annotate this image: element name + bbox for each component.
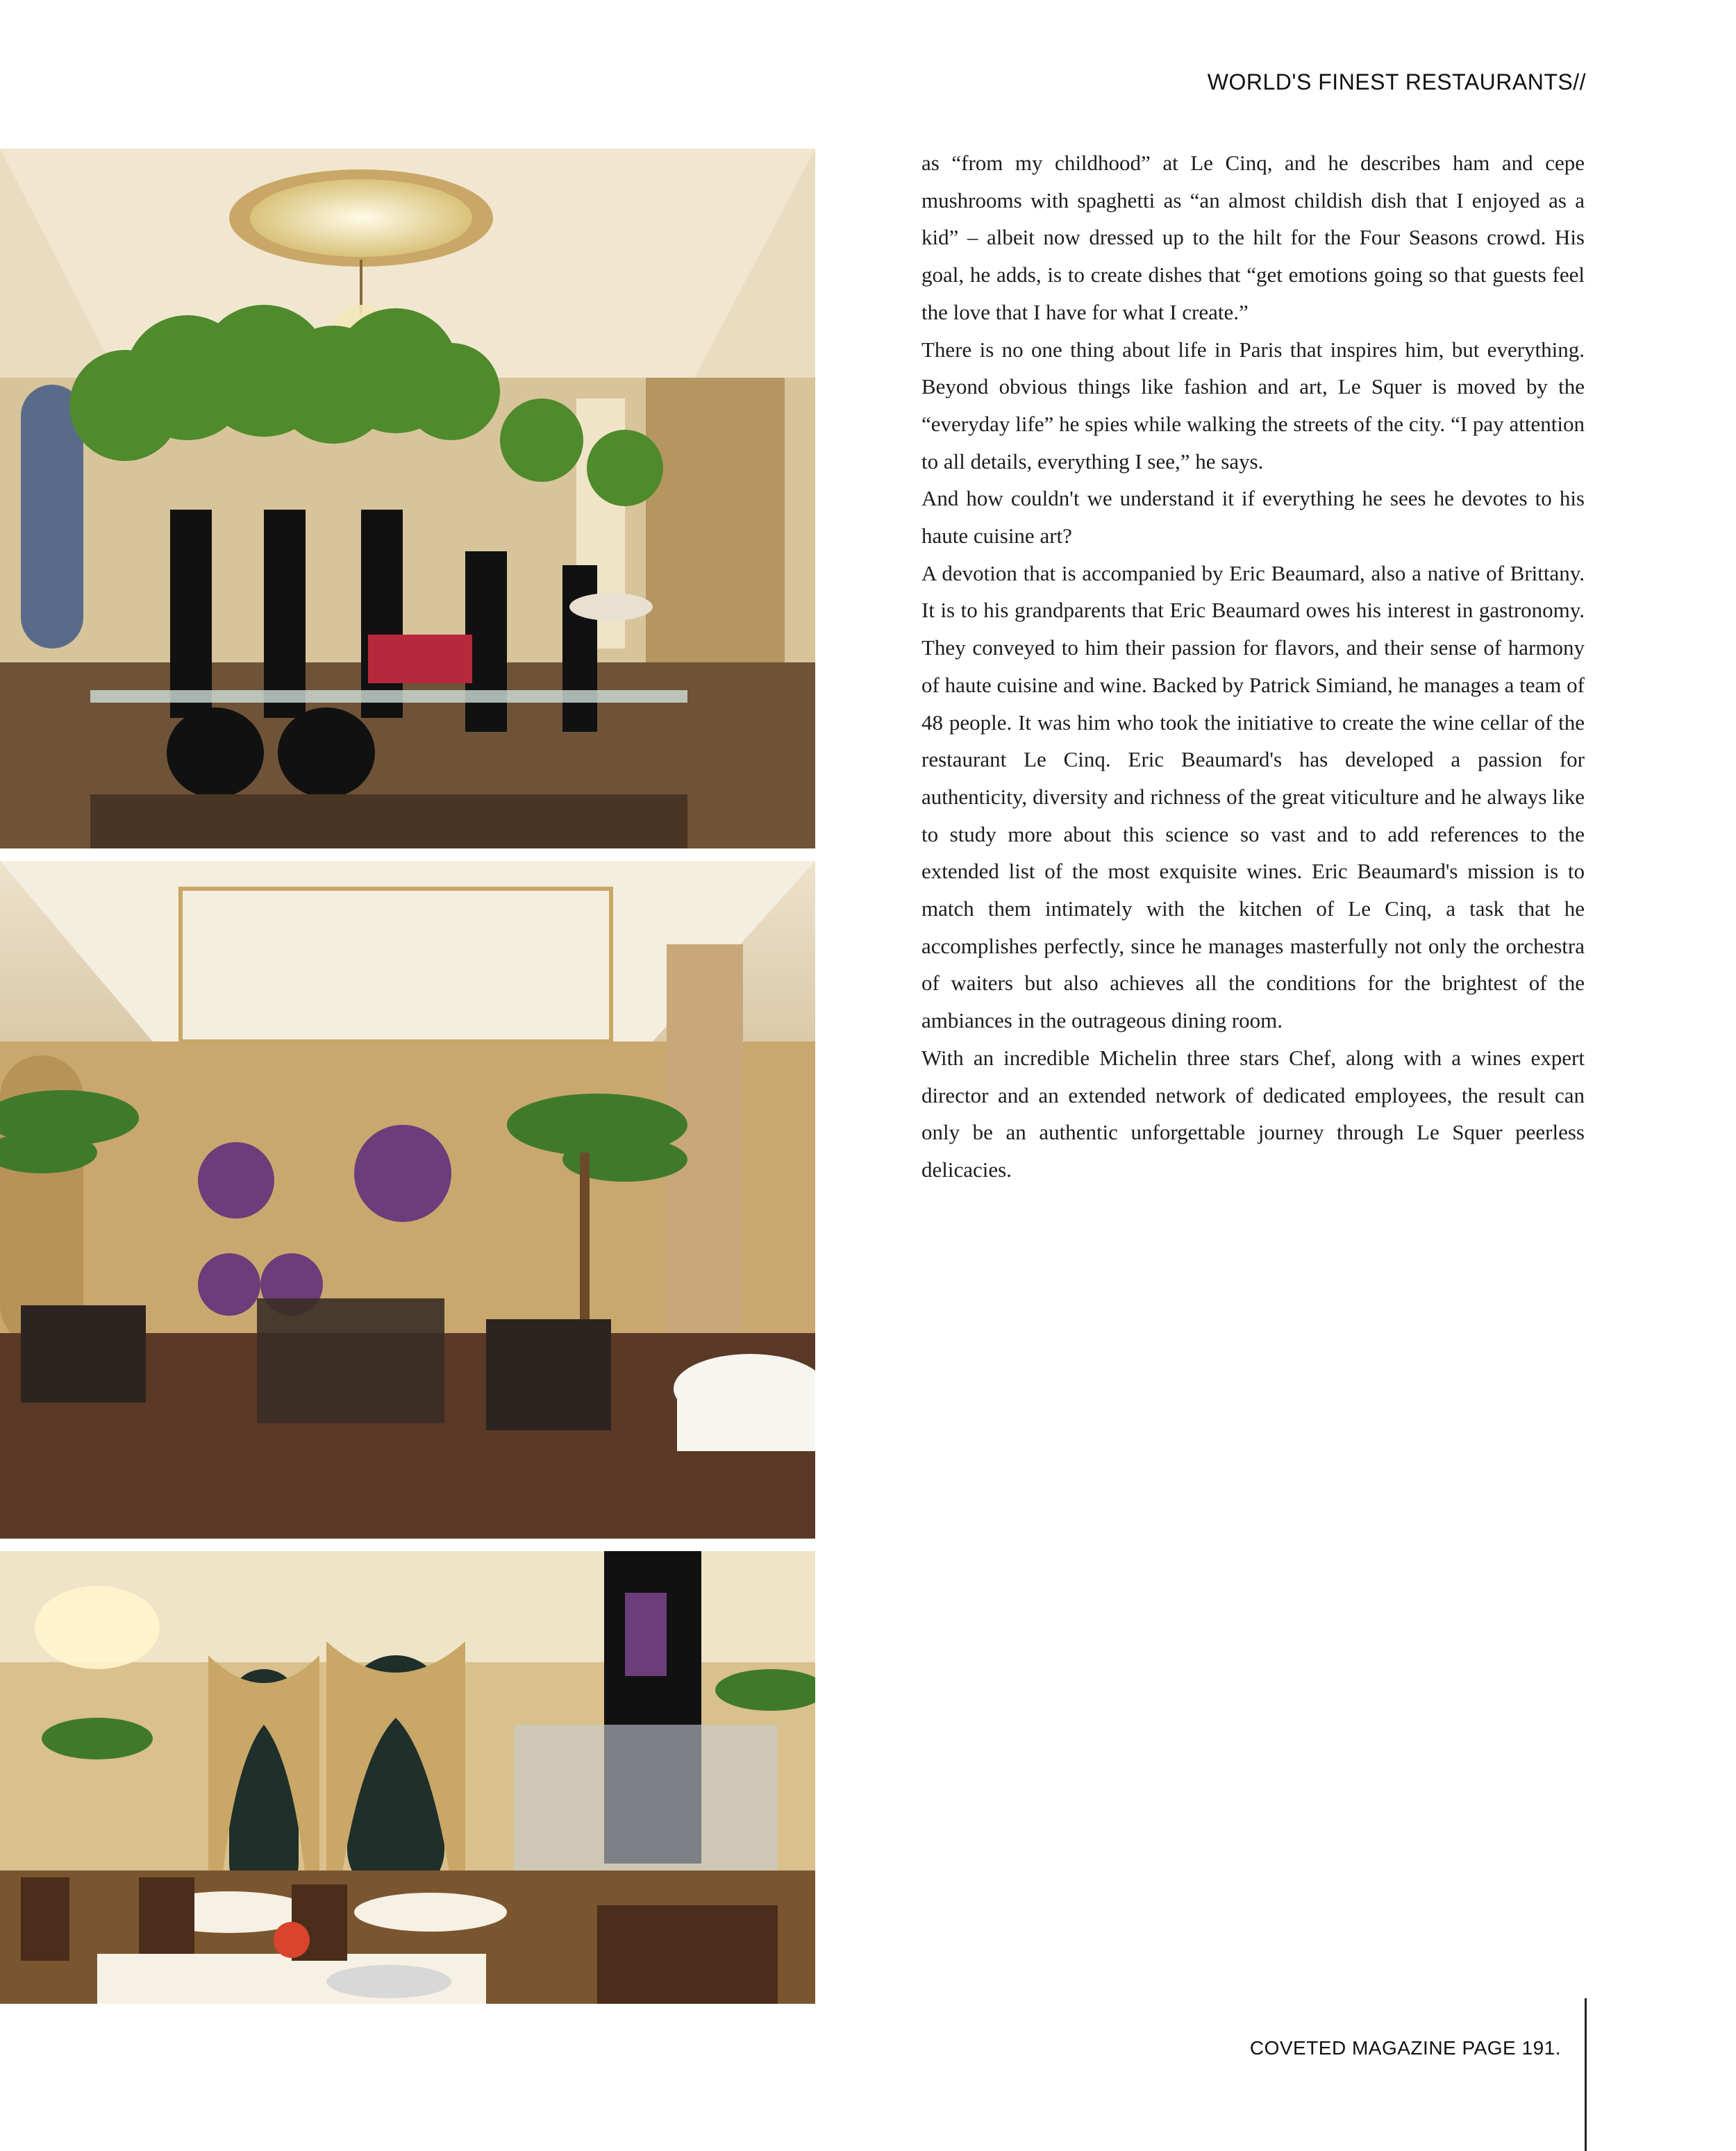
running-header: WORLD'S FINEST RESTAURANTS//	[1207, 69, 1586, 94]
article-paragraph: A devotion that is accompanied by Eric Beaumard, also a native of Brittany. It is to his grandparents that Eric Beaumard owes his interest in gastronomy. They conveyed to him their passion for flavors, and their sense of harmony of haute cuisine and wine. Backed by Patrick Simiand, he manages a team of 48 people. It was him who took the initiative to create the wine cellar of the restaurant Le Cinq. Eric Beaumard's has developed a passion for authenticity, diversity and richness of the great viticulture and he always like to study more about this science so vast and to add references to the extended list of the most exquisite wines. Eric Beaumard's mission is to match them intimately with the kitchen of Le Cinq, a task that he accomplishes perfectly, since he manages masterfully not only the orchestra of waiters but also achieves all the conditions for the brightest of the ambiances in the outrageous dining room.	[921, 560, 1585, 1033]
photo-column	[0, 149, 815, 2004]
article-paragraph: as “from my childhood” at Le Cinq, and he describes ham and cepe mushrooms with spaghetti as “an almost childish dish that I enjoyed as a kid” – albeit now dressed up to the hilt for the Four Seasons crowd. His goal, he adds, is to create dishes that “get emotions going so that guests feel the love that I have for what I create.”	[921, 151, 1585, 324]
article-paragraph: With an incredible Michelin three stars Chef, along with a wines expert director and an extended network of dedicated employees, the result can only be an authentic unforgettable journey through Le Squer peerless delicacies.	[921, 1045, 1585, 1182]
dining-room-floral-photo	[0, 149, 815, 848]
dining-room-palms-photo	[0, 861, 815, 1539]
dining-room-windows-photo	[0, 1551, 815, 2004]
article-paragraph: There is no one thing about life in Paris that inspires him, but everything. Beyond obvious things like fashion and art, Le Squer is moved by the “everyday life” he spies while walking the streets of the city. “I pay attention to all details, everything I see,” he says.	[921, 337, 1585, 474]
page-footer: COVETED MAGAZINE PAGE 191.	[1249, 2037, 1561, 2059]
article-paragraph: And how couldn't we understand it if everything he sees he devotes to his haute cuisine art?	[921, 486, 1585, 549]
article-body	[921, 144, 1585, 1189]
footer-divider	[1585, 1998, 1587, 2151]
